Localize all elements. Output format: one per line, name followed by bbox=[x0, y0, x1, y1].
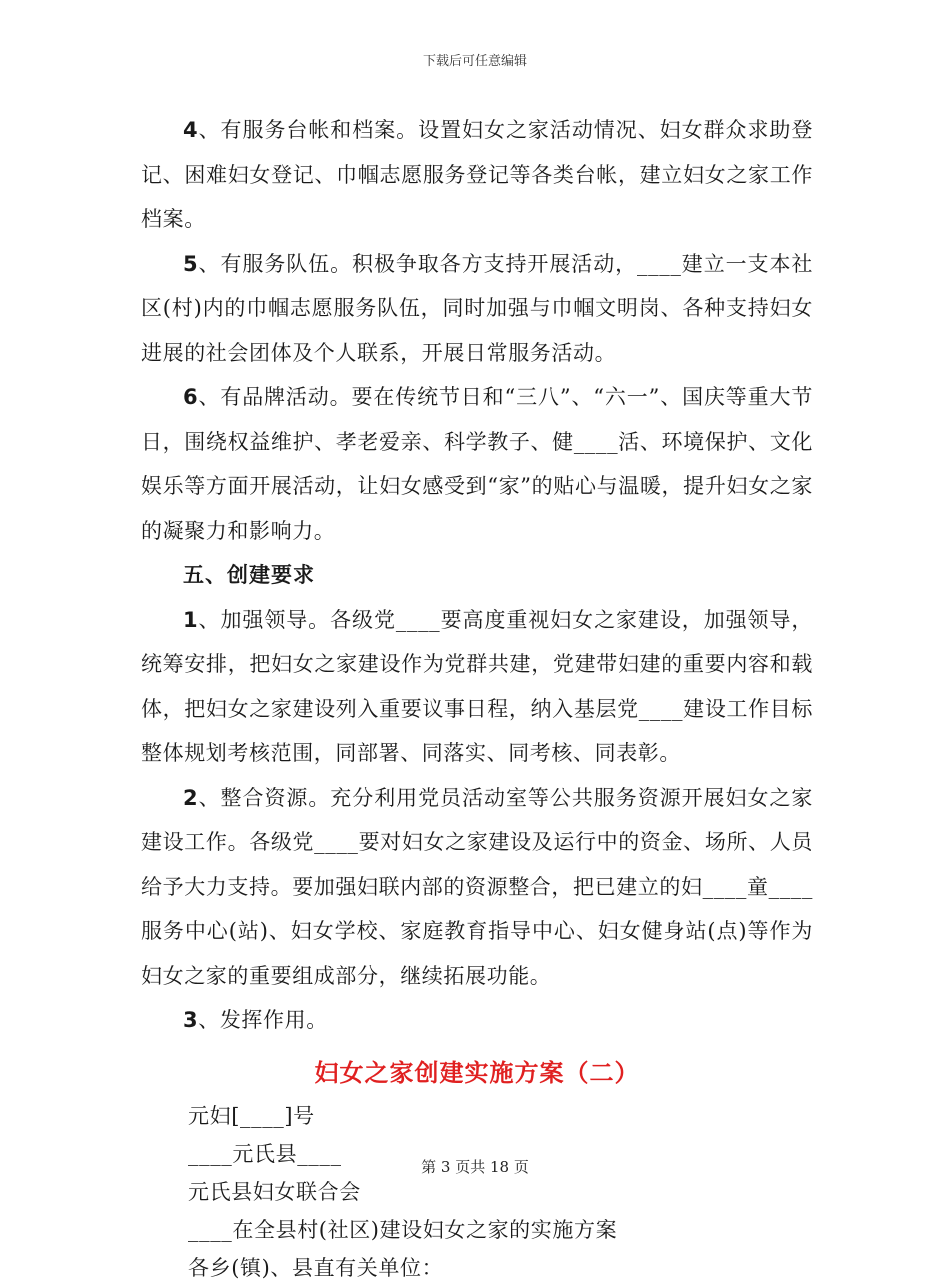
paragraph-text: 、加强领导。各级党____要高度重视妇女之家建设，加强领导，统筹安排，把妇女之家建设作为党群共建，党建带妇建的重要内容和载体，把妇女之家建设列入重要议事日程，纳入基层党____建设工作目标整体规划考核范围，同部署、同落实、同考核、同表彰。 bbox=[141, 607, 813, 765]
page-header: 下载后可任意编辑 bbox=[422, 54, 527, 69]
document-title: 妇女之家创建实施方案（二） bbox=[314, 1058, 640, 1087]
subject-line: ____在全县村(社区)建设妇女之家的实施方案 bbox=[188, 1217, 618, 1242]
item-number: 2 bbox=[183, 785, 199, 810]
paragraph-text: 、有服务队伍。积极争取各方支持开展活动，____建立一支本社区(村)内的巾帼志愿服务队伍，同时加强与巾帼文明岗、各种支持妇女进展的社会团体及个人联系，开展日常服务活动。 bbox=[141, 251, 813, 365]
paragraph-item-6 bbox=[141, 375, 813, 553]
section-heading: 五、创建要求 bbox=[183, 563, 315, 587]
item-number: 4 bbox=[183, 118, 199, 142]
requirement-item-2 bbox=[141, 776, 813, 999]
issuer-line: 元氏县妇女联合会 bbox=[188, 1179, 361, 1204]
paragraph-text: 、有品牌活动。要在传统节日和“三八”、“六一”、国庆等重大节日，围绕权益维护、孝老爱亲、科学教子、健____活、环境保护、文化娱乐等方面开展活动，让妇女感受到“家”的贴心与温暖，提升妇女之家的凝聚力和影响力。 bbox=[141, 385, 813, 543]
item-number: 1 bbox=[183, 607, 199, 632]
paragraph-text: 、有服务台帐和档案。设置妇女之家活动情况、妇女群众求助登记、困难妇女登记、巾帼志愿服务登记等各类台帐，建立妇女之家工作档案。 bbox=[141, 118, 813, 231]
county-line: ____元氏县____ bbox=[188, 1141, 342, 1166]
page-footer: 第 3 页共 18 页 bbox=[421, 1158, 529, 1176]
salutation-line: 各乡(镇)、县直有关单位： bbox=[188, 1255, 444, 1280]
item-number: 3 bbox=[183, 1008, 199, 1032]
paragraph-text: 、整合资源。充分利用党员活动室等公共服务资源开展妇女之家建设工作。各级党____要对妇女之家建设及运行中的资金、场所、人员给予大力支持。要加强妇联内部的资源整合，把已建立的妇____童____服务中心(站)、妇女学校、家庭教育指导中心、妇女健身站(点)等作为妇女之家的重要组成部分，继续拓展功能。 bbox=[141, 785, 813, 988]
document-body bbox=[141, 108, 813, 1287]
item-number: 6 bbox=[183, 385, 199, 409]
paragraph-item-5 bbox=[141, 242, 813, 376]
paragraph-text: 、发挥作用。 bbox=[198, 1008, 328, 1032]
paragraph-item-4 bbox=[141, 108, 813, 242]
doc-number-line: 元妇[____]号 bbox=[188, 1103, 315, 1128]
requirement-item-1 bbox=[141, 598, 813, 776]
item-number: 5 bbox=[183, 251, 199, 276]
requirement-item-3 bbox=[141, 998, 813, 1043]
